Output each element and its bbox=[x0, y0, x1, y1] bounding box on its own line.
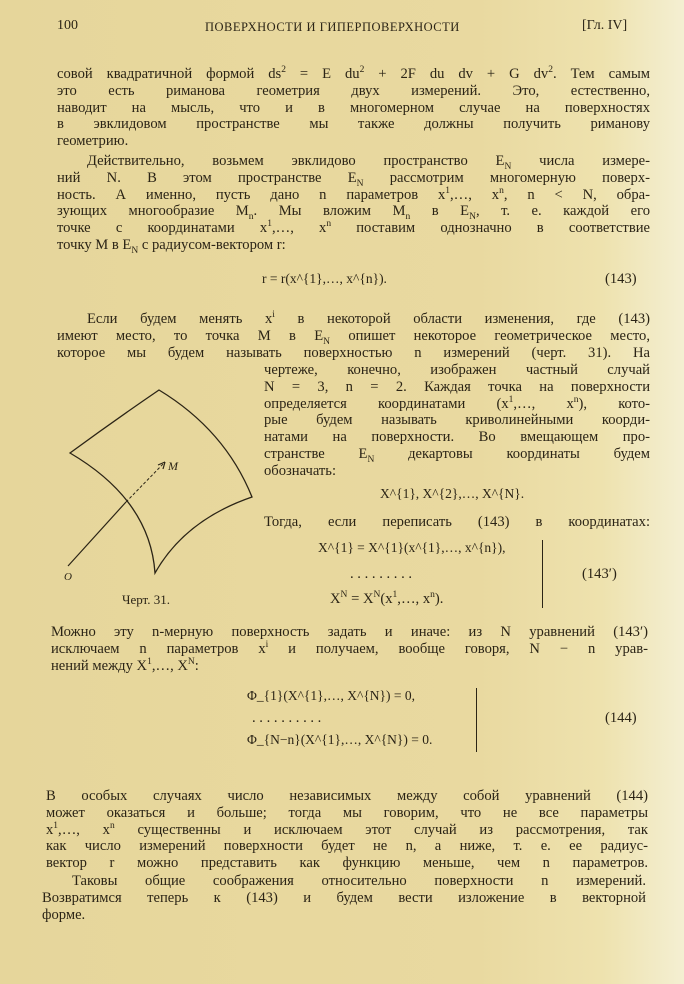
equation-144-line1: Φ_{1}(X^{1},…, X^{N}) = 0, bbox=[247, 688, 416, 703]
text-line: которое мы будем называть поверхностью n измерений (черт. 31). На bbox=[57, 344, 650, 361]
text-line: имеют место, то точка M в $E_N$ опишет некоторое геометрическое место, bbox=[57, 327, 650, 347]
radius-vector-dashed bbox=[126, 462, 165, 502]
equation-143: r = r(x^{1},…, x^{n}). bbox=[262, 271, 387, 286]
subscript: N bbox=[367, 454, 375, 465]
superscript: 1 bbox=[508, 394, 514, 405]
text-line: форме. bbox=[42, 906, 86, 923]
right-brace bbox=[470, 688, 477, 752]
text-line: может оказаться и больше; тогда мы говорим, что не все параметры bbox=[46, 804, 648, 821]
text-line: совой квадратичной формой $ds^2 = E$ $du^2 + 2F$ du dv + G $dv^2$. Тем самым bbox=[57, 65, 651, 82]
equation-number-143: (143) bbox=[605, 271, 637, 287]
origin-label: O bbox=[64, 571, 72, 583]
paragraph-5 bbox=[46, 788, 648, 872]
equation-number-144: (144) bbox=[605, 710, 637, 726]
text-line: это есть риманова геометрия двух измерений. Это, естественно, bbox=[57, 82, 650, 99]
subscript: N bbox=[504, 161, 512, 172]
text-line: чертеже, конечно, изображен частный случай bbox=[264, 362, 650, 378]
equation-144-dots: . . . . . . . . . . bbox=[252, 710, 322, 726]
text-line: В особых случаях число независимых между собой уравнений (144) bbox=[46, 788, 648, 804]
paragraph-6 bbox=[42, 873, 646, 923]
text-line: наводит на мысль, что и в многомерном случае на поверхностях bbox=[57, 99, 650, 116]
radius-vector-solid bbox=[68, 502, 126, 566]
text-line: точку M в $E_N$ с радиусом-вектором r: bbox=[57, 236, 286, 256]
superscript: n bbox=[499, 185, 504, 196]
superscript: i bbox=[265, 639, 269, 650]
text-line: рые будем называть криволинейными коорди- bbox=[264, 412, 650, 429]
superscript: N bbox=[373, 590, 381, 601]
text-line: странстве $E_N$ декартовы координаты будем bbox=[264, 445, 650, 465]
text-line: как число измерений поверхности будет не n, а ниже, т. е. ее радиус- bbox=[46, 838, 648, 855]
subscript: N bbox=[323, 336, 331, 347]
text-line: вектор r можно представить как функцию меньше, чем n параметров. bbox=[46, 855, 648, 872]
text-line: обозначать: bbox=[264, 462, 337, 479]
paragraph-4 bbox=[51, 624, 648, 674]
text-line: в эвклидовом пространстве мы также должны получить риманову bbox=[57, 116, 650, 133]
subscript: N bbox=[469, 212, 476, 223]
text-line: Можно эту n-мерную поверхность задать и иначе: из N уравнений (143′) bbox=[51, 624, 648, 640]
text-line: $x^1,\dots$, $x^n$ существенны и исключаем этот случай из рассмотрения, так bbox=[46, 820, 648, 838]
point-m-label: M bbox=[168, 459, 178, 473]
text-line: Если будем менять $x^i$ в некоторой области изменения, где (143) bbox=[87, 310, 650, 327]
equation-144-line2: Φ_{N−n}(X^{1},…, X^{N}) = 0. bbox=[247, 732, 433, 747]
text-line: натами на поверхности. Во вмещающем про- bbox=[264, 429, 650, 446]
superscript: 2 bbox=[281, 65, 286, 76]
superscript: 2 bbox=[548, 65, 553, 76]
text-line: точке с координатами $x^1,\dots$, $x^n$ поставим однозначно в соответствие bbox=[57, 219, 650, 237]
running-title: ПОВЕРХНОСТИ И ГИПЕРПОВЕРХНОСТИ bbox=[205, 20, 460, 34]
subscript: n bbox=[248, 212, 254, 223]
superscript: n bbox=[430, 590, 435, 601]
superscript: n bbox=[109, 820, 115, 831]
equation-143p-line2: $X^N$ = $X^N(x^1,\dots$, $x^n$). bbox=[330, 590, 444, 607]
text-line: Возвратимся теперь к (143) и будем вести изложение в векторной bbox=[42, 889, 646, 906]
subscript: n bbox=[405, 212, 411, 223]
text-line: исключаем n параметров $x^i$ и получаем, вообще говоря, N − n урав- bbox=[51, 639, 649, 657]
superscript: N bbox=[187, 656, 195, 667]
text-line: Таковы общие соображения относительно поверхности n измерений. bbox=[72, 873, 646, 889]
superscript: n bbox=[573, 394, 579, 405]
text-line: ность. А именно, пусть дано n параметров $x^1,\dots$, $x^n$, n < N, обра- bbox=[57, 185, 650, 203]
equation-143p-dots: . . . . . . . . . bbox=[350, 566, 413, 582]
figure-caption: Черт. 31. bbox=[122, 592, 171, 607]
text-line: Тогда, если переписать (143) в координатах: bbox=[264, 514, 650, 530]
page-number: 100 bbox=[57, 18, 78, 33]
superscript: 1 bbox=[267, 219, 272, 230]
text-line: Действительно, возьмем эвклидово пространство $E_N$ числа измере- bbox=[87, 153, 650, 172]
text-line: геометрию. bbox=[57, 133, 129, 150]
subscript: N bbox=[131, 245, 139, 256]
surface-outline bbox=[70, 390, 252, 573]
text-line: ний N. В этом пространстве $E_N$ рассмотрим многомерную поверх- bbox=[57, 169, 650, 189]
superscript: i bbox=[272, 310, 275, 321]
text-line: зующих многообразие $M_n$. Мы вложим $M_n$ в $E_N$, т. е. каждой его bbox=[57, 203, 650, 223]
equation-143p-line1: X^{1} = X^{1}(x^{1},…, x^{n}), bbox=[318, 540, 506, 555]
superscript: n bbox=[326, 219, 332, 230]
text-line: нений между $X^1,\dots$, $X^N$: bbox=[51, 656, 199, 674]
text-line: N = 3, n = 2. Каждая точка на поверхности bbox=[264, 378, 650, 395]
subscript: N bbox=[356, 178, 364, 189]
superscript: 1 bbox=[392, 590, 398, 601]
text-line: определяется координатами ($x^1,\dots$, $x^n$), кото- bbox=[264, 394, 650, 412]
superscript: 2 bbox=[359, 65, 365, 76]
chapter-label: [Гл. IV] bbox=[582, 18, 628, 33]
superscript: N bbox=[340, 590, 348, 601]
superscript: 1 bbox=[445, 185, 451, 196]
coordinates-formula: X^{1}, X^{2},…, X^{N}. bbox=[380, 486, 525, 501]
superscript: 1 bbox=[147, 656, 152, 667]
equation-number-143p: (143′) bbox=[582, 566, 617, 582]
superscript: 1 bbox=[53, 820, 59, 831]
